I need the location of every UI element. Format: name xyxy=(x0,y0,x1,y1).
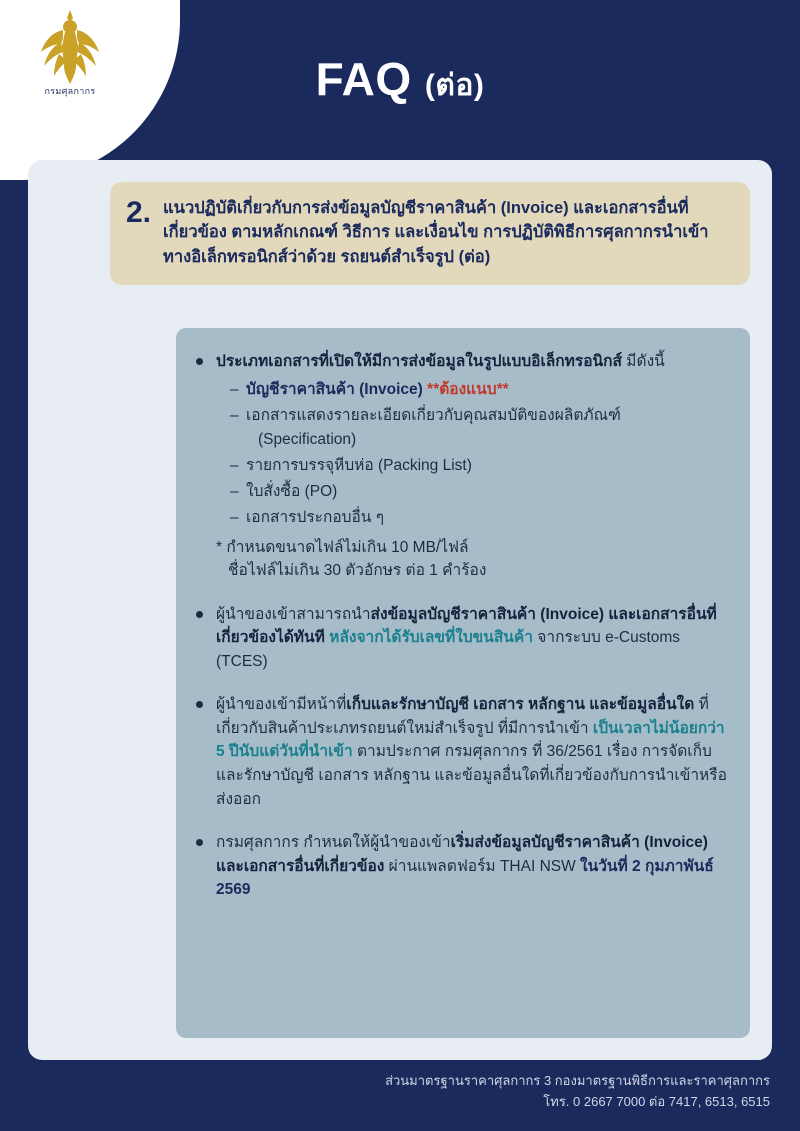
doc-type-specification-2: (Specification) xyxy=(258,430,357,448)
block3-part2-bold: เก็บและรักษาบัญชี เอกสาร หลักฐาน และข้อมูลอื่นใด xyxy=(346,696,695,714)
doc-type-invoice: บัญชีราคาสินค้า (Invoice) xyxy=(246,380,423,398)
block1-lead-bold: ประเภทเอกสารที่เปิดให้มีการส่งข้อมูลในรูปแบบอิเล็กทรอนิกส์ xyxy=(216,353,622,370)
list-item xyxy=(230,480,730,504)
block3-part4-highlight: เป็นเวลาไม่น้อยกว่า 5 ปีนับแต่วันที่นำเข้า xyxy=(216,719,725,761)
block2-part3-highlight: หลังจากได้รับเลขที่ใบขนสินค้า xyxy=(329,629,533,647)
page-footer xyxy=(385,1071,770,1113)
question-number: 2. xyxy=(126,196,152,229)
block2-part2-bold: ส่งข้อมูลบัญชีราคาสินค้า (Invoice) และเอกสารอื่นที่เกี่ยวข้องได้ทันที xyxy=(216,605,717,647)
answer-block-start-date xyxy=(194,831,730,902)
answer-list xyxy=(194,350,730,902)
block4-part3: ผ่านแพลตฟอร์ม THAI NSW xyxy=(388,857,576,875)
logo-caption: กรมศุลกากร xyxy=(44,86,96,96)
list-item xyxy=(230,454,730,478)
block3-part3: ที่เกี่ยวกับสินค้าประเภทรถยนต์ใหม่สำเร็จรูป ที่มีการนำเข้า xyxy=(216,696,709,737)
content-card xyxy=(28,160,772,1060)
list-item xyxy=(230,506,730,530)
document-type-list xyxy=(230,378,730,530)
block2-part1: ผู้นำของเข้าสามารถนำ xyxy=(216,605,371,623)
footer-phone: โทร. 0 2667 7000 ต่อ 7417, 6513, 6515 xyxy=(543,1094,770,1110)
doc-type-packing-list: รายการบรรจุหีบห่อ (Packing List) xyxy=(246,456,472,474)
answer-block-document-types xyxy=(194,350,730,583)
customs-department-logo xyxy=(18,8,122,120)
question-text: แนวปฏิบัติเกี่ยวกับการส่งข้อมูลบัญชีราคาสินค้า (Invoice) และเอกสารอื่นที่เกี่ยวข้อง ตามหลักเกณฑ์ วิธีการ และเงื่อนไข การปฏิบัติพิธีการศุลกากรนำเข้าทางอิเล็กทรอนิกส์ว่าด้วย รถยนต์สำเร็จรูป (ต่อ) xyxy=(163,199,709,266)
answer-panel xyxy=(176,328,750,1038)
answer-block-submission-timing xyxy=(194,603,730,674)
page-title-suffix: (ต่อ) xyxy=(424,69,485,102)
doc-type-invoice-emphasis: **ต้องแนบ** xyxy=(427,380,509,398)
block4-part2-bold: เริ่มส่งข้อมูลบัญชีราคาสินค้า (Invoice) และเอกสารอื่นที่เกี่ยวข้อง xyxy=(216,834,708,875)
doc-type-other: เอกสารประกอบอื่น ๆ xyxy=(246,508,385,526)
block1-lead-rest: มีดังนี้ xyxy=(626,353,665,370)
block4-part1: กรมศุลกากร กำหนดให้ผู้นำของเข้า xyxy=(216,834,451,852)
footer-department: ส่วนมาตรฐานราคาศุลกากร 3 กองมาตรฐานพิธีการและราคาศุลกากร xyxy=(385,1073,770,1089)
page-header xyxy=(0,0,800,158)
file-size-note xyxy=(216,536,730,583)
block3-part1: ผู้นำของเข้ามีหน้าที่ xyxy=(216,696,347,714)
file-size-note-line2: ชื่อไฟล์ไม่เกิน 30 ตัวอักษร ต่อ 1 คำร้อง xyxy=(228,562,487,580)
block3-part5: ตามประกาศ กรมศุลกากร ที่ 36/2561 เรื่อง การจัดเก็บ และรักษาบัญชี เอกสาร หลักฐาน และข้อมูลอื่นใดที่เกี่ยวข้องกับการนำเข้าหรือส่งออก xyxy=(216,743,727,808)
file-size-note-line1: * กำหนดขนาดไฟล์ไม่เกิน 10 MB/ไฟล์ xyxy=(216,538,469,556)
doc-type-po: ใบสั่งซื้อ (PO) xyxy=(246,482,338,500)
block4-part4-highlight: ในวันที่ 2 กุมภาพันธ์ 2569 xyxy=(216,857,714,899)
list-item xyxy=(230,404,730,452)
question-box xyxy=(110,182,750,285)
garuda-emblem-icon xyxy=(39,8,101,86)
page-title-main: FAQ xyxy=(315,53,412,105)
answer-block-record-keeping xyxy=(194,693,730,811)
list-item xyxy=(230,378,730,402)
doc-type-specification: เอกสารแสดงรายละเอียดเกี่ยวกับคุณสมบัติของผลิตภัณฑ์ xyxy=(246,406,621,424)
block2-part4: จากระบบ e-Customs (TCES) xyxy=(216,629,681,670)
